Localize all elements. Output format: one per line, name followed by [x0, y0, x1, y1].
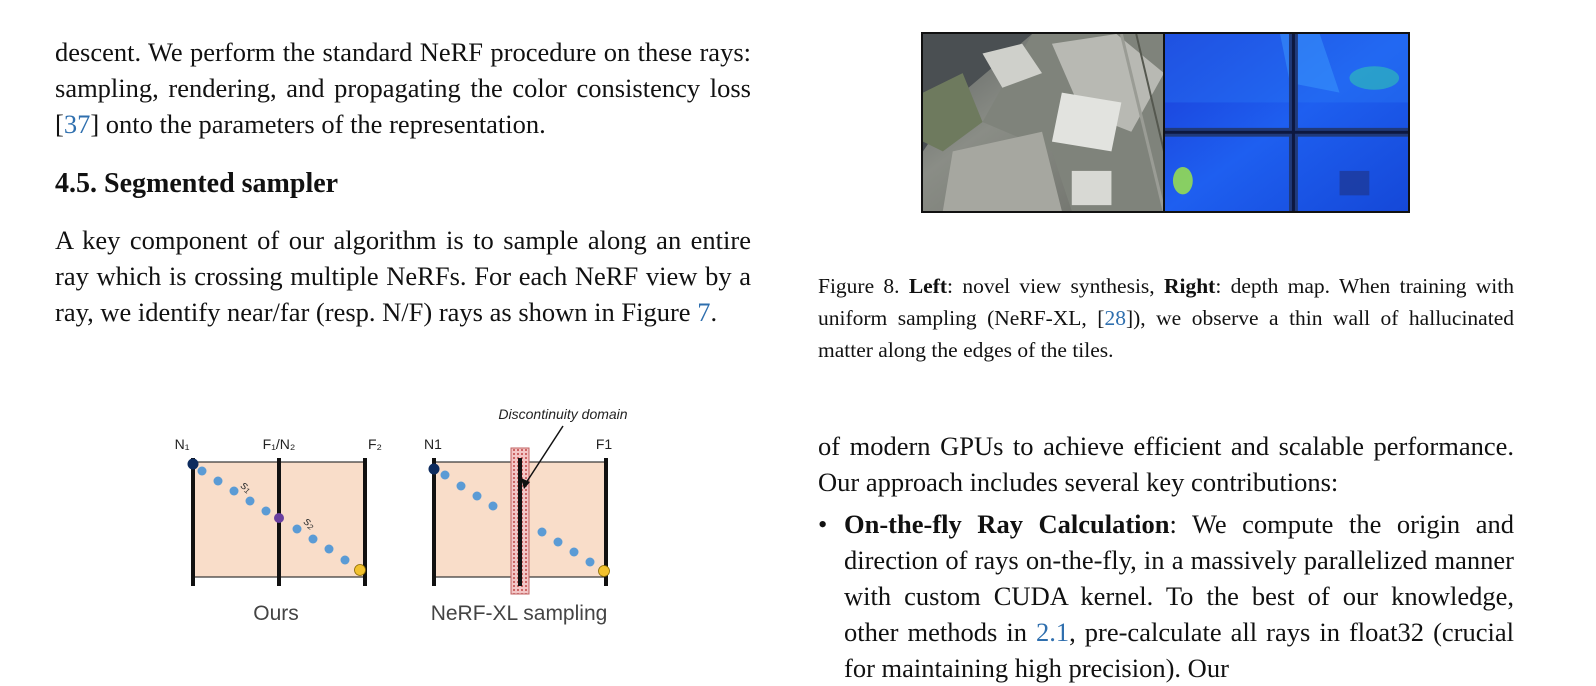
left-column: [55, 34, 751, 142]
figure-8-images: [921, 32, 1410, 213]
start-point: [188, 459, 199, 470]
end-point: [355, 565, 366, 576]
left-column-lower: [55, 222, 751, 330]
segment-label-s1: s₁: [238, 477, 255, 496]
paragraph-segmented-sampler: [55, 222, 751, 330]
novel-view-image: [923, 34, 1164, 211]
label-nerfxl-f1: F1: [595, 436, 613, 452]
label-f1-n2: F₁/N₂: [262, 436, 296, 452]
nerfxl-end-point: [599, 566, 610, 577]
paragraph-text: A key component of our algorithm is to sample along an entire ray which is crossing multiple NeRFs. For each NeRF view by a ray, we identify near/far (resp. N/F) rays as shown in Figure: [55, 225, 751, 327]
caption-nerfxl-sampling: NeRF-XL sampling: [430, 602, 608, 625]
caption-left-bold: Left: [908, 274, 948, 298]
caption-right-bold: Right: [1163, 274, 1216, 298]
caption-text: ]), we observe a thin wall of hallucinated matter along the edges of the tiles.: [818, 306, 1514, 362]
paragraph-text: .: [710, 297, 718, 327]
nerfxl-start-point: [429, 464, 440, 475]
caption-text: : depth map. When training with uniform sampling (NeRF-XL, [: [818, 274, 1514, 330]
section-heading: 4.5. Segmented sampler: [55, 168, 339, 199]
caption-ours: Ours: [253, 602, 299, 625]
citation-link[interactable]: 28: [1104, 306, 1126, 330]
caption-text: : novel view synthesis,: [947, 274, 1164, 298]
mid-point: [274, 513, 284, 523]
contributions-list: [818, 506, 1514, 686]
label-f2: F₂: [368, 436, 382, 452]
section-link[interactable]: 2.1: [1035, 617, 1070, 647]
bullet-text: , pre-calculate all rays in float32 (crucial for maintaining high precision). Our: [844, 617, 1514, 683]
paragraph-text: ] onto the parameters of the representation.: [90, 109, 546, 139]
figure-link[interactable]: 7: [697, 297, 711, 327]
paragraph-modern-gpus: of modern GPUs to achieve efficient and scalable performance. Our approach includes several key contributions:: [818, 431, 1514, 497]
citation-link[interactable]: 37: [63, 109, 91, 139]
figure-8-caption: [818, 270, 1514, 366]
figure-7-diagram: [160, 400, 650, 640]
caption-prefix: Figure 8.: [818, 274, 909, 298]
bullet-text: : We compute the origin and direction of rays on-the-fly, in a massively parallelized manner with custom CUDA kernel. To the best of our knowledge, other methods in: [844, 509, 1514, 647]
paragraph-text: descent. We perform the standard NeRF procedure on these rays: sampling, rendering, and propagating the color consistency loss [: [55, 37, 751, 139]
label-n1: N₁: [174, 436, 190, 452]
annotation-discontinuity: Discontinuity domain: [498, 406, 628, 422]
bullet-title: On-the-fly Ray Calculation: [844, 509, 1170, 539]
depth-map-image: [1165, 34, 1408, 211]
label-nerfxl-n1: N1: [424, 436, 442, 452]
segment-label-s2: s₂: [301, 513, 318, 532]
list-item: [818, 506, 1514, 686]
paragraph-descent: [55, 34, 751, 142]
